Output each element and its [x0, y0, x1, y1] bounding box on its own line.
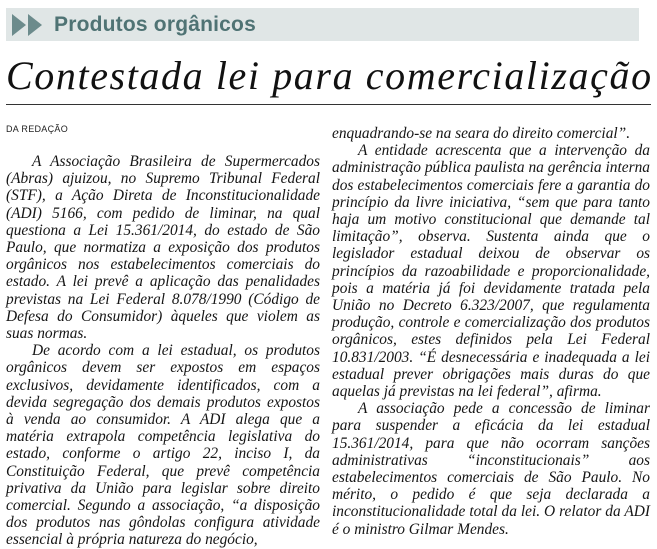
article-paragraph: De acordo com a lei estadual, os produtos orgânicos devem ser expostos em espaços exclusivos, devidamente identificados, com a devida segregação dos demais produtos expostos à venda ao consumidor. A ADI alega que a matéria extrapola competência legislativa do estado, conforme o artigo 22, inciso I, da Constituição Federal, que prevê competência privativa da União para legislar sobre direito comercial. Segundo a associação, “a disposição dos produtos nas gôndolas configura atividade essencial à própria natureza do negócio, — [6, 342, 320, 549]
article-paragraph: A entidade acrescenta que a intervenção da administração pública paulista na gerência interna dos estabelecimentos comerciais fere a garantia do princípio da livre iniciativa, “sem que para tanto haja um motivo constitucional que demande tal limitação”, observa. Sustenta ainda que o legislador estadual deixou de observar os princípios da razoabilidade e proporcionalidade, pois a matéria já foi devidamente tratada pela União no Decreto 6.323/2007, que regulamenta produção, controle e comercialização dos produtos orgânicos, estes definidos pela Lei Federal 10.831/2003. “É desnecessária e inadequada a lei estadual prever obrigações mais duras do que aquelas já previstas na lei federal”, afirma. — [332, 142, 650, 401]
article-column-1 — [6, 153, 320, 549]
article-headline: Contestada lei para comercialização — [6, 53, 653, 98]
article-paragraph: A Associação Brasileira de Supermercados (Abras) ajuizou, no Supremo Tribunal Federal (STF), a Ação Direta de Inconstitucionalidade (ADI) 5166, com pedido de liminar, na qual questiona a Lei 15.361/2014, do estado de São Paulo, que normatiza a exposição dos produtos orgânicos nos estabelecimentos comerciais do estado. A lei prevê a aplicação das penalidades previstas na Lei Federal 8.078/1990 (Código de Defesa do Consumidor) àqueles que violem as suas normas. — [6, 153, 320, 343]
headline-divider — [6, 104, 651, 105]
section-label: Produtos orgânicos — [54, 12, 256, 36]
article-byline: DA REDAÇÃO — [6, 124, 69, 134]
article-paragraph: enquadrando-se na seara do direito comercial”. — [332, 125, 631, 142]
section-header-bar — [6, 8, 639, 41]
double-chevron-right-icon — [12, 14, 44, 36]
article-column-2 — [332, 125, 650, 538]
article-paragraph: A associação pede a concessão de liminar para suspender a eficácia da lei estadual 15.361/2014, para que não ocorram sanções administrativas “inconstitucionais” aos estabelecimentos comerciais de São Paulo. No mérito, o pedido é que seja declarada a inconstitucionalidade total da lei. O relator da ADI é o ministro Gilmar Mendes. — [332, 400, 650, 538]
